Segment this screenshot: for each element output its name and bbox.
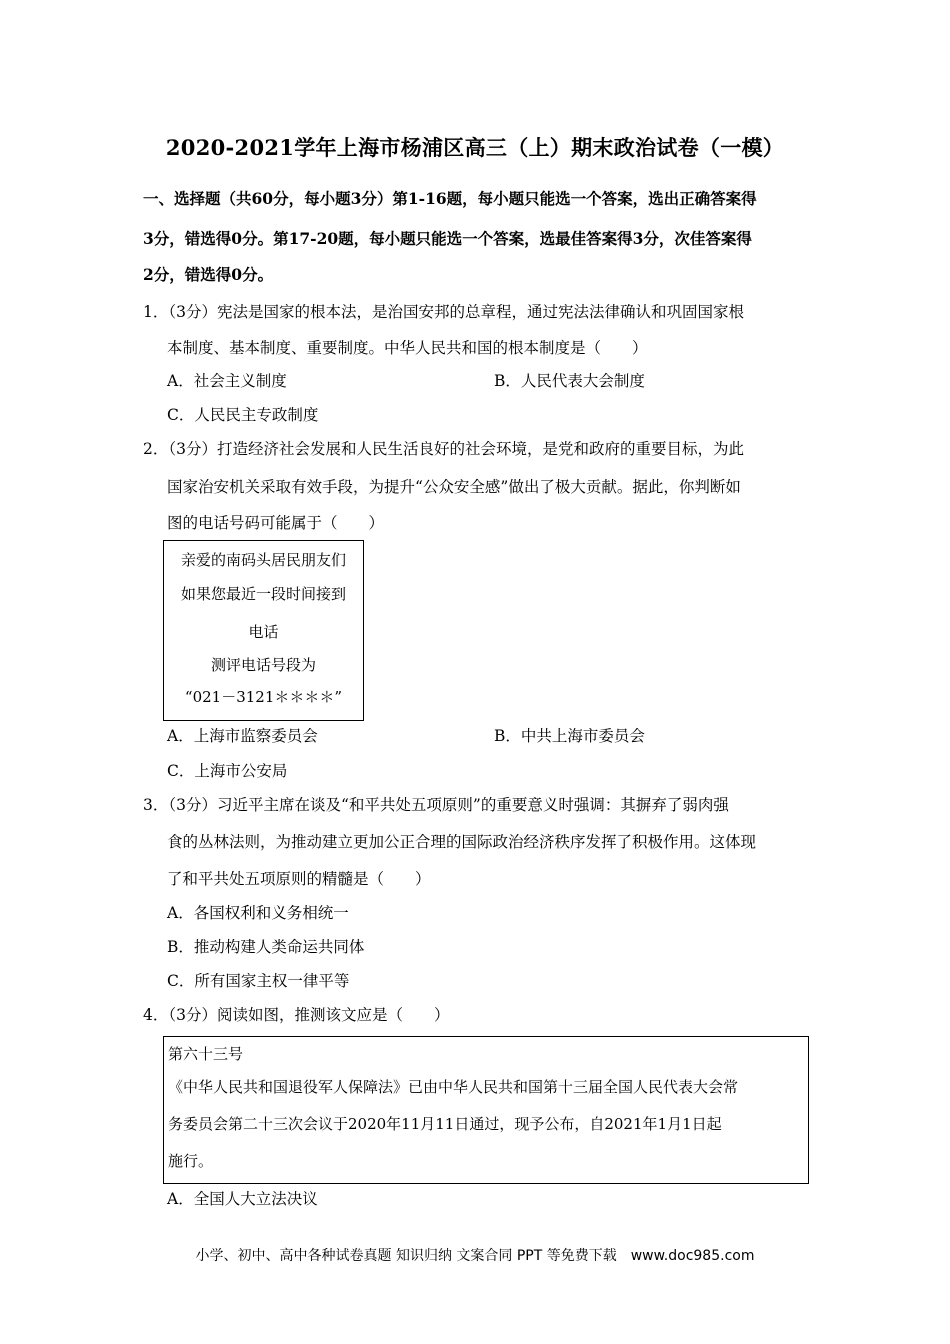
question-1-stem-line-2: 本制度、基本制度、重要制度。中华人民共和国的根本制度是（ ）	[167, 339, 648, 357]
announcement-line-4: 施行。	[168, 1152, 214, 1170]
question-1-option-c: C．人民民主专政制度	[167, 406, 319, 424]
announcement-line-3: 务委员会第二十三次会议于2020年11月11日通过，现予公布，自2021年1月1日起	[168, 1115, 722, 1133]
question-2-stem-line-3: 图的电话号码可能属于（ ）	[167, 514, 385, 532]
section-instructions-line-1: 一、选择题（共60分，每小题3分）第1-16题，每小题只能选一个答案，选出正确答案得	[143, 189, 757, 208]
question-4-announcement-box	[163, 1036, 809, 1184]
question-3-option-c: C．所有国家主权一律平等	[167, 972, 350, 990]
question-2-stem-line-2: 国家治安机关采取有效手段，为提升“公众安全感”做出了极大贡献。据此，你判断如	[167, 478, 741, 496]
question-3-stem-line-3: 了和平共处五项原则的精髓是（ ）	[167, 870, 431, 888]
question-3-stem-line-1: 3．（3分）习近平主席在谈及“和平共处五项原则”的重要意义时强调：其摒弃了弱肉强	[143, 796, 729, 814]
notice-line-4: 测评电话号段为	[210, 656, 316, 674]
question-2-option-c: C．上海市公安局	[167, 762, 288, 780]
question-1-stem-line-1: 1．（3分）宪法是国家的根本法，是治国安邦的总章程，通过宪法法律确认和巩固国家根	[143, 303, 744, 321]
question-2-option-a: A．上海市监察委员会	[167, 727, 318, 745]
page-footer: 小学、初中、高中各种试卷真题 知识归纳 文案合同 PPT 等免费下载 www.doc985.com	[195, 1248, 755, 1264]
notice-line-1: 亲爱的南码头居民朋友们	[180, 551, 346, 569]
question-4-stem-line-1: 4．（3分）阅读如图，推测该文应是（ ）	[143, 1006, 450, 1024]
question-3-stem-line-2: 食的丛林法则，为推动建立更加公正合理的国际政治经济秩序发挥了积极作用。这体现	[167, 833, 757, 851]
announcement-line-2: 《中华人民共和国退役军人保障法》已由中华人民共和国第十三届全国人民代表大会常	[168, 1078, 739, 1096]
page-title: 2020-2021学年上海市杨浦区高三（上）期末政治试卷（一模）	[165, 135, 785, 160]
question-1-option-b: B．人民代表大会制度	[494, 372, 645, 390]
section-instructions-line-3: 2分，错选得0分。	[143, 265, 274, 284]
announcement-line-1: 第六十三号	[168, 1045, 244, 1063]
notice-line-2: 如果您最近一段时间接到	[180, 585, 346, 603]
question-3-option-b: B．推动构建人类命运共同体	[167, 938, 365, 956]
notice-line-3: 电话	[248, 623, 279, 641]
question-2-notice-box	[163, 540, 364, 721]
question-4-option-a: A．全国人大立法决议	[167, 1190, 318, 1208]
question-2-stem-line-1: 2．（3分）打造经济社会发展和人民生活良好的社会环境，是党和政府的重要目标，为此	[143, 440, 744, 458]
question-1-option-a: A．社会主义制度	[167, 372, 287, 390]
section-instructions-line-2: 3分，错选得0分。第17-20题，每小题只能选一个答案，选最佳答案得3分，次佳答案得	[143, 229, 752, 248]
question-2-option-b: B．中共上海市委员会	[494, 727, 645, 745]
notice-line-5: “021－3121＊＊＊＊”	[184, 688, 343, 706]
question-3-option-a: A．各国权利和义务相统一	[167, 904, 349, 922]
